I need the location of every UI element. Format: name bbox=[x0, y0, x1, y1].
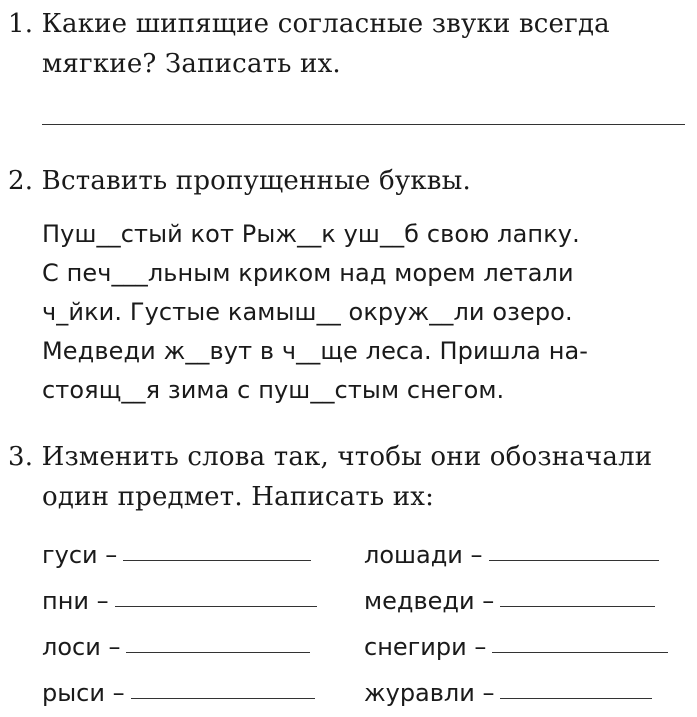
task-1 bbox=[8, 4, 694, 84]
word-item bbox=[42, 532, 311, 578]
answer-line[interactable] bbox=[42, 124, 685, 125]
word-item bbox=[364, 578, 655, 624]
exercise-line: стоящ__я зима с пуш__стым снегом. bbox=[42, 376, 505, 404]
answer-blank[interactable] bbox=[500, 698, 652, 699]
word-label: лоси – bbox=[42, 633, 121, 661]
exercise-line: С печ___льным криком над морем летали bbox=[42, 259, 574, 287]
exercise-line: Пуш__стый кот Рыж__к уш__б свою лапку. bbox=[42, 220, 580, 248]
word-item bbox=[364, 624, 668, 670]
answer-blank[interactable] bbox=[126, 652, 310, 653]
word-row bbox=[42, 578, 692, 624]
word-item bbox=[364, 532, 659, 578]
task-3 bbox=[8, 437, 694, 517]
word-label: журавли – bbox=[364, 679, 495, 707]
word-label: пни – bbox=[42, 587, 109, 615]
task-2-exercise-text bbox=[42, 215, 692, 410]
answer-blank[interactable] bbox=[123, 560, 311, 561]
word-label: гуси – bbox=[42, 541, 118, 569]
word-label: лошади – bbox=[364, 541, 483, 569]
exercise-line: Медведи ж__вут в ч__ще леса. Пришла на- bbox=[42, 337, 589, 365]
task-1-line-1: 1. Какие шипящие согласные звуки всегда bbox=[8, 9, 610, 39]
word-label: медведи – bbox=[364, 587, 495, 615]
answer-blank[interactable] bbox=[492, 652, 668, 653]
answer-blank[interactable] bbox=[489, 560, 659, 561]
word-item bbox=[364, 670, 652, 716]
word-item bbox=[42, 670, 315, 716]
answer-blank[interactable] bbox=[131, 698, 315, 699]
task-2-title: 2. Вставить пропущенные буквы. bbox=[8, 166, 472, 196]
answer-blank[interactable] bbox=[500, 606, 655, 607]
word-row bbox=[42, 624, 692, 670]
word-label: снегири – bbox=[364, 633, 487, 661]
word-row bbox=[42, 532, 692, 578]
word-item bbox=[42, 624, 310, 670]
word-label: рыси – bbox=[42, 679, 125, 707]
word-item bbox=[42, 578, 317, 624]
answer-blank[interactable] bbox=[115, 606, 317, 607]
task-3-line-2: один предмет. Написать их: bbox=[42, 482, 435, 512]
task-1-line-2: мягкие? Записать их. bbox=[42, 49, 341, 79]
word-list bbox=[42, 532, 692, 716]
exercise-line: ч_йки. Густые камыш__ окруж__ли озеро. bbox=[42, 298, 573, 326]
task-2-title-block bbox=[8, 161, 694, 201]
task-3-line-1: 3. Изменить слова так, чтобы они обозначали bbox=[8, 442, 653, 472]
word-row bbox=[42, 670, 692, 716]
